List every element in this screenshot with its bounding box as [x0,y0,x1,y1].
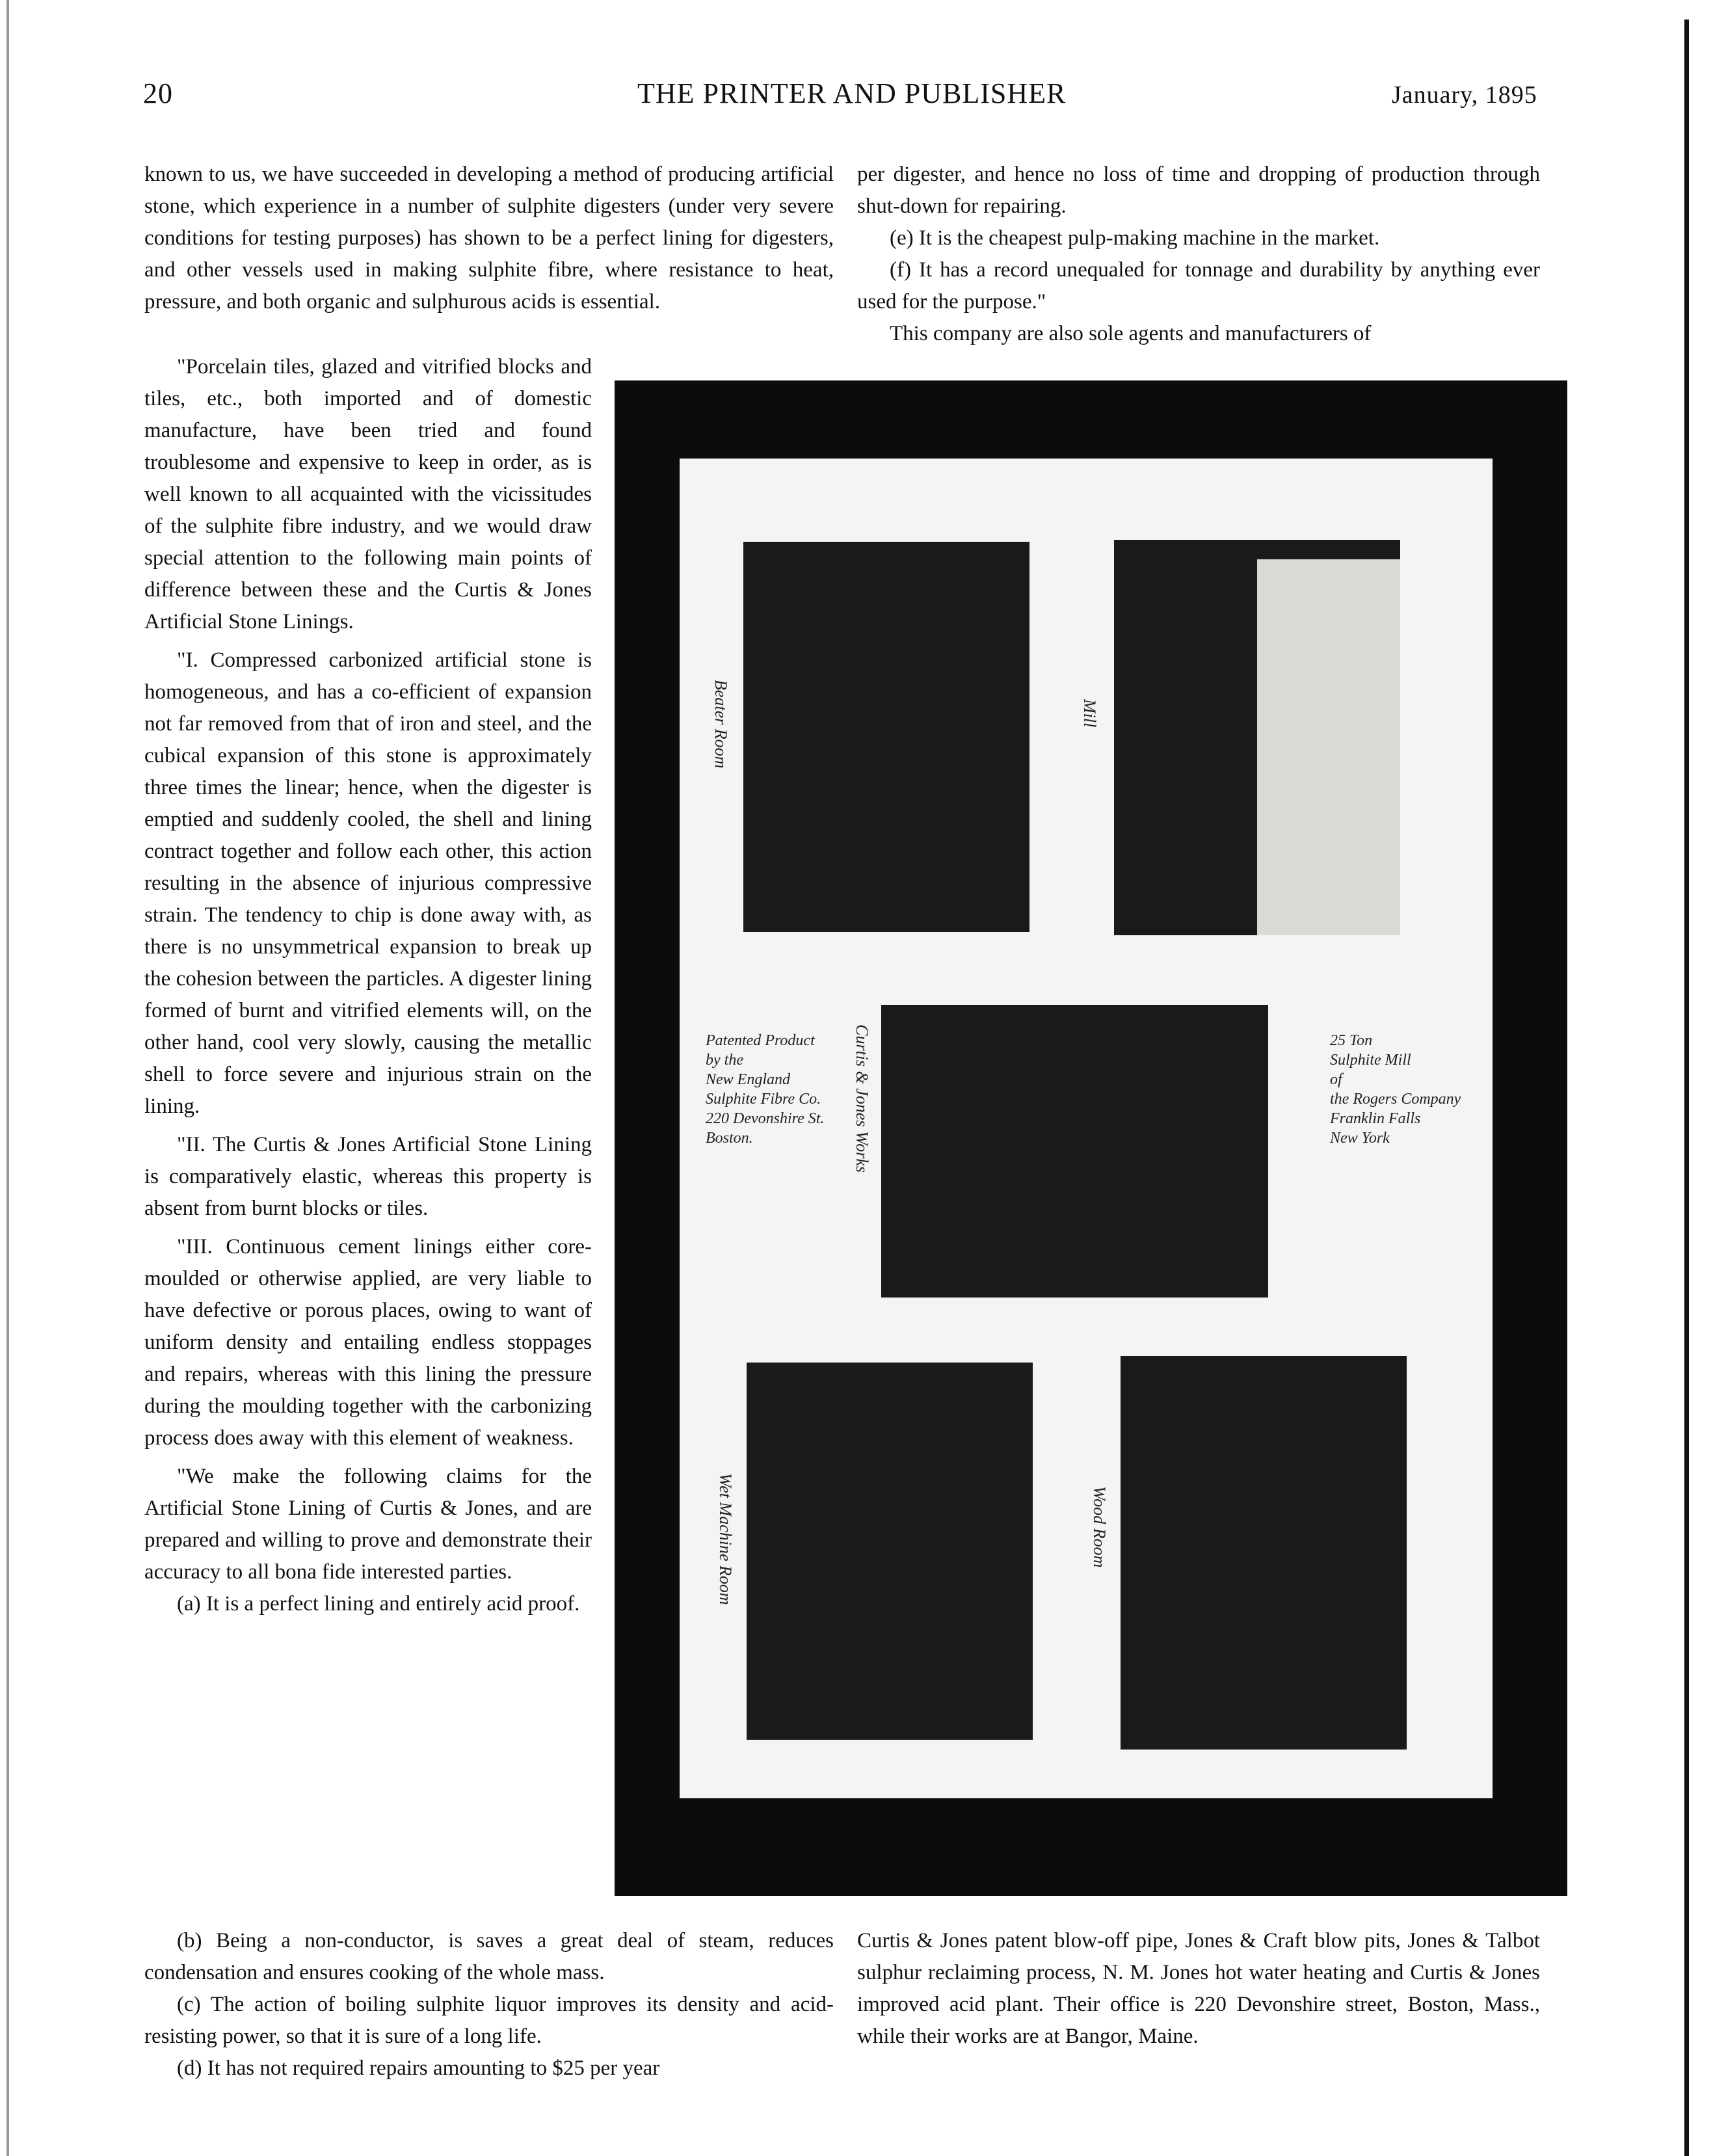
card-line: Boston. [706,1130,753,1147]
label-wet-machine-room: Wet Machine Room [716,1473,735,1605]
card-patented-product [706,1031,836,1148]
photo-mill [1114,540,1400,935]
card-line: by the [706,1052,743,1069]
paragraph: "Porcelain tiles, glazed and vitrified blocks and tiles, etc., both imported and of domestic manufacture, have been tried and found troublesome and expensive to keep in order, as is well known to all acquainted with the vicissitudes of the sulphite fibre industry, and we would draw special attention to the following main points of difference between these and the Curtis & Jones Artificial Stone Linings. [144,355,592,633]
page-number: 20 [143,77,173,109]
page-title: THE PRINTER AND PUBLISHER [637,77,1067,109]
card-line: New York [1330,1130,1390,1147]
paragraph: (f) It has a record unequaled for tonnage and durability by anything ever used for the purpose." [857,258,1540,313]
page-date: January, 1895 [1392,81,1537,109]
paragraph: "We make the following claims for the Artificial Stone Lining of Curtis & Jones, and are prepared and willing to prove and demonstrate their accuracy to all bona fide interested parties. [144,1465,592,1584]
label-works: Curtis & Jones Works [853,1024,871,1173]
paragraph: Curtis & Jones patent blow-off pipe, Jones & Craft blow pits, Jones & Talbot sulphur reclaiming process, N. M. Jones hot water heating and Curtis & Jones improved acid plant. Their office is 220 Devonshire street, Boston, Mass., while their works are at Bangor, Maine. [857,1929,1540,2048]
card-line: 25 Ton [1330,1032,1373,1049]
paragraph: "II. The Curtis & Jones Artificial Stone Lining is comparatively elastic, whereas this property is absent from burnt blocks or tiles. [144,1133,592,1220]
label-mill: Mill [1080,699,1099,728]
left-margin-rule [7,0,9,2156]
card-line: Franklin Falls [1330,1110,1421,1127]
card-line: Patented Product [706,1032,815,1049]
card-line: 220 Devonshire St. [706,1110,825,1127]
card-line: the Rogers Company [1330,1091,1461,1108]
photo-wet-machine-room [747,1363,1033,1740]
paragraph: known to us, we have succeeded in developing a method of producing artificial stone, which experience in a number of sulphite digesters (under very severe conditions for testing purposes) has shown to be a perfect lining for digesters, and other vessels used in making sulphite fibre, where resistance to heat, pressure, and both organic and sulphurous acids is essential. [144,163,834,313]
paragraph: "III. Continuous cement linings either core-moulded or otherwise applied, are very liable to have defective or porous places, owing to want of uniform density and entailing endless stoppages and repairs, whereas with this lining the pressure during the moulding together with the carbonizing process does away with this element of weakness. [144,1235,592,1450]
right-column-top [857,159,1540,350]
paragraph: (b) Being a non-conductor, is saves a great deal of steam, reduces condensation and ensures cooking of the whole mass. [144,1929,834,1984]
photo-beater-room [743,542,1029,932]
right-margin-rule [1684,20,1689,2156]
label-wood-room: Wood Room [1090,1486,1109,1568]
photo-wood-room [1121,1356,1407,1750]
photo-works [881,1005,1268,1298]
label-beater-room: Beater Room [711,680,730,769]
card-line: of [1330,1071,1342,1088]
paragraph: per digester, and hence no loss of time and dropping of production through shut-down for repairing. [857,163,1540,218]
paragraph: This company are also sole agents and manufacturers of [890,322,1372,345]
card-sulphite-mill [1330,1031,1473,1148]
photo-figure-frame [615,380,1567,1896]
paragraph: (e) It is the cheapest pulp-making machine in the market. [890,226,1380,250]
bottom-right-column [857,1925,1540,2053]
paragraph: (a) It is a perfect lining and entirely acid proof. [177,1592,580,1616]
photo-figure-mat [680,459,1493,1798]
paragraph: "I. Compressed carbonized artificial stone is homogeneous, and has a co-efficient of expansion not far removed from that of iron and steel, and the cubical expansion of this stone is approximately three times the linear; hence, when the digester is emptied and suddenly cooled, the shell and lining contract together and follow each other, this action resulting in the absence of injurious compressive strain. The tendency to chip is done away with, as there is no unsymmetrical expansion to break up the cohesion between the particles. A digester lining formed of burnt and vitrified elements will, on the other hand, cool very slowly, causing the metallic shell to force severe and injurious strain on the lining. [144,648,592,1118]
card-line: New England Sulphite Fibre Co. [706,1071,821,1108]
left-column-top [144,159,834,318]
paragraph: (c) The action of boiling sulphite liquor improves its density and acid-resisting power, so that it is sure of a long life. [144,1993,834,2048]
card-line: Sulphite Mill [1330,1052,1411,1069]
photo-highlight [1257,559,1400,935]
bottom-left-column [144,1925,834,2084]
paragraph: (d) It has not required repairs amounting to $25 per year [177,2056,660,2080]
left-narrow-column [144,351,592,1620]
